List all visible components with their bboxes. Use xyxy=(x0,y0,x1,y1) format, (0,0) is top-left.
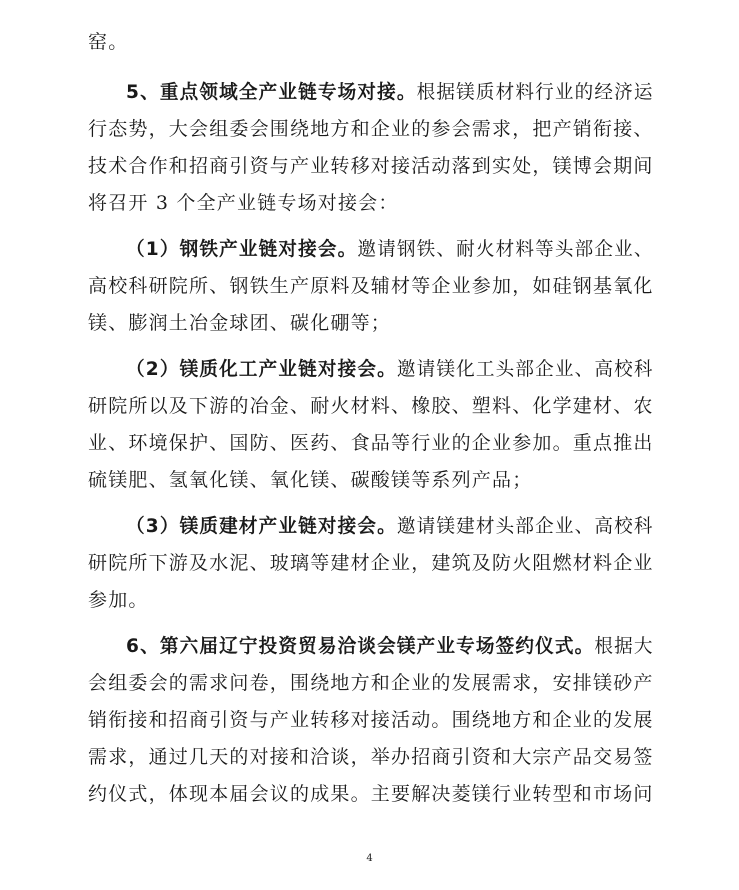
section-6-heading: 6、第六届辽宁投资贸易洽谈会镁产业专场签约仪式。 xyxy=(126,635,595,657)
continued-line: 窑。 xyxy=(88,31,129,53)
paragraph-line: 行态势，大会组委会围绕地方和企业的参会需求，把产销衔接、 xyxy=(88,118,654,140)
section-6-first-line xyxy=(126,632,654,660)
paragraph-line: 高校科研院所、钢铁生产原料及辅材等企业参加，如硅钢基氧化 xyxy=(88,275,654,297)
subsection-3-first-line xyxy=(126,512,654,540)
paragraph-line: 销衔接和招商引资与产业转移对接活动。围绕地方和企业的发展 xyxy=(88,709,654,731)
paragraph-line: 将召开 3 个全产业链专场对接会： xyxy=(88,192,399,214)
subsection-2-first-line xyxy=(126,355,654,383)
subsection-2-heading: （2）镁质化工产业链对接会。 xyxy=(126,358,397,380)
paragraph-line: 研院所以及下游的冶金、耐火材料、橡胶、塑料、化学建材、农 xyxy=(88,395,654,417)
subsection-3-heading: （3）镁质建材产业链对接会。 xyxy=(126,515,397,537)
subsection-1-heading: （1）钢铁产业链对接会。 xyxy=(126,238,358,260)
paragraph-text: 根据镁质材料行业的经济运 xyxy=(416,81,654,103)
paragraph-line: 镁、膨润土冶金球团、碳化硼等； xyxy=(88,312,392,334)
paragraph-text: 邀请钢铁、耐火材料等头部企业、 xyxy=(357,238,654,260)
paragraph-line: 硫镁肥、氢氧化镁、氧化镁、碳酸镁等系列产品； xyxy=(88,469,533,491)
section-5-heading: 5、重点领域全产业链专场对接。 xyxy=(126,81,417,103)
paragraph-text: 邀请镁化工头部企业、高校科 xyxy=(396,358,654,380)
paragraph-text: 根据大 xyxy=(594,635,654,657)
paragraph-line: 业、环境保护、国防、医药、食品等行业的企业参加。重点推出 xyxy=(88,432,654,454)
paragraph-line: 需求，通过几天的对接和洽谈，举办招商引资和大宗产品交易签 xyxy=(88,746,654,768)
paragraph-line: 参加。 xyxy=(88,589,149,611)
paragraph-line: 约仪式，体现本届会议的成果。主要解决菱镁行业转型和市场问 xyxy=(88,783,654,805)
section-5-first-line xyxy=(126,78,654,106)
page-number: 4 xyxy=(366,853,373,864)
subsection-1-first-line xyxy=(126,235,654,263)
paragraph-line: 研院所下游及水泥、玻璃等建材企业，建筑及防火阻燃材料企业 xyxy=(88,552,654,574)
paragraph-text: 邀请镁建材头部企业、高校科 xyxy=(396,515,654,537)
paragraph-line: 会组委会的需求问卷，围绕地方和企业的发展需求，安排镁砂产 xyxy=(88,672,654,694)
paragraph-line: 技术合作和招商引资与产业转移对接活动落到实处，镁博会期间 xyxy=(88,155,654,177)
